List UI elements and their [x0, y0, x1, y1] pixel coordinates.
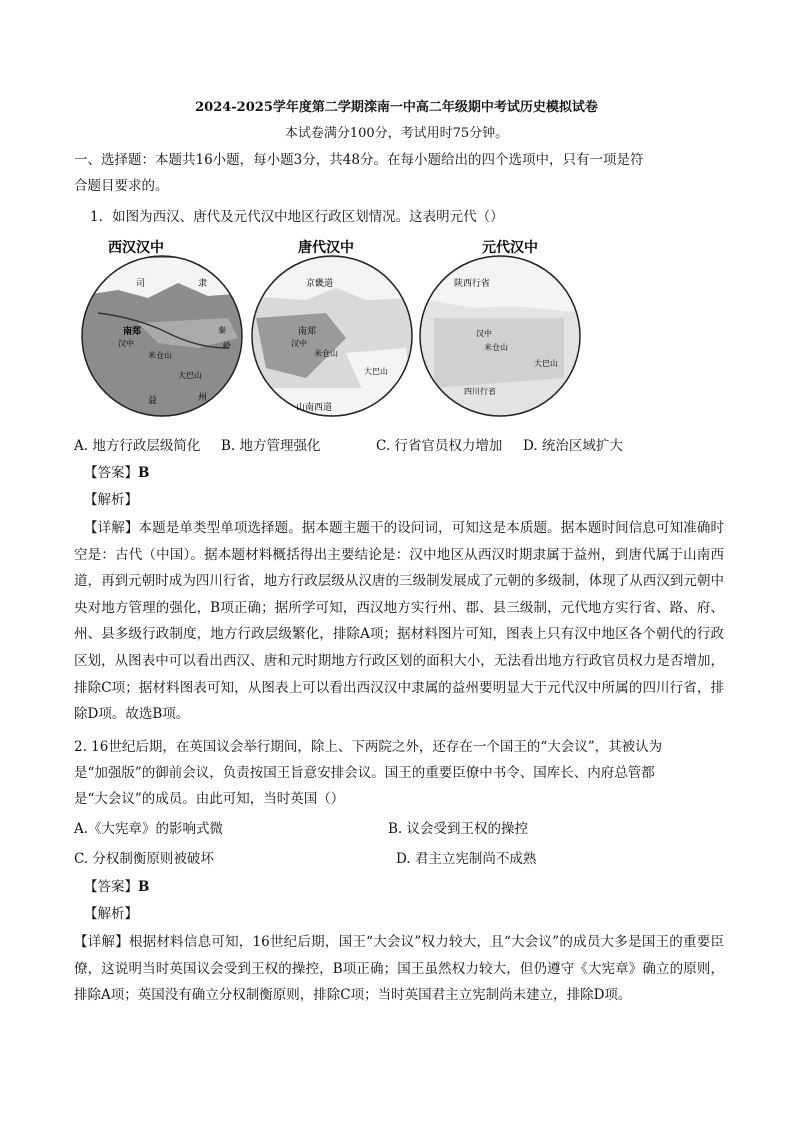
svg-text:米仓山: 米仓山 [314, 349, 338, 358]
q1-option-a[interactable]: A. 地方行政层级简化 [74, 438, 201, 454]
q1-answer: 【答案】B [84, 465, 150, 481]
q2-option-c[interactable]: C. 分权制衡原则被破坏 [74, 851, 214, 867]
q2-option-b[interactable]: B. 议会受到王权的操控 [388, 821, 529, 837]
q1-stem: 1．如图为西汉、唐代及元代汉中地区行政区划情况。这表明元代（） [90, 209, 504, 225]
q1-option-d[interactable]: D. 统治区域扩大 [523, 438, 623, 454]
map-title-3: 元代汉中 [482, 240, 538, 256]
q1-detail: 【详解】本题是单类型单项选择题。据本题主题干的设问词，可知这是本质题。据本题时间信息可知准确时空是：古代（中国）。据本题材料概括得出主要结论是：汉中地区从西汉时期隶属于益州，到唐代属于山南西道，再到元朝时成为四川行省，地方行政层级从汉唐的三级制发展成了元朝的多级制，体现了从西汉到元朝中央对地方管理的强化，B项正确；据所学可知，西汉地方实行州、郡、县三级制，元代地方实行省、路、府、州、县多级行政制度，地方行政层级繁化，排除A项；据材料图片可知，图表上只有汉中地区各个朝代的行政区划，从图表中可以看出西汉、唐和元时期地方行政区划的面积大小，无法看出地方行政官员权力是否增加，排除C项；据材料图表可知，从图表上可以看出西汉汉中隶属的益州要明显大于元代汉中所属的四川行省，排除D项。故选B项。 [74, 520, 725, 723]
svg-text:汉中: 汉中 [118, 339, 134, 348]
q2-answer: 【答案】B [84, 879, 150, 895]
svg-text:米仓山: 米仓山 [484, 343, 508, 352]
q2-stem-3: 是“大会议”的成员。由此可知，当时英国（） [74, 791, 345, 807]
svg-text:汉中: 汉中 [476, 329, 492, 338]
svg-text:京畿道: 京畿道 [306, 279, 334, 289]
q2-stem-2: 是“加强版”的御前会议，负责按国王旨意安排会议。国王的重要臣僚中书令、国库长、内府总管都 [74, 765, 655, 781]
svg-text:隶: 隶 [198, 279, 208, 289]
q2-stem-1: 2. 16世纪后期，在英国议会举行期间，除上、下两院之外，还存在一个国王的“大会议”，其被认为 [74, 739, 663, 755]
section-instructions: 一、选择题：本题共16小题，每小题3分，共48分。在每小题给出的四个选项中，只有一项是符 [74, 152, 644, 168]
q2-detail: 【详解】根据材料信息可知，16世纪后期，国王“大会议”权力较大，且“大会议”的成员大多是国王的重要臣僚，这说明当时英国议会受到王权的操控，B项正确；国王虽然权力较大，但仍遵守《大宪章》确立的原则，排除A项；英国没有确立分权制衡原则，排除C项；当时英国君主立宪制尚未建立，排除D项。 [74, 934, 724, 1004]
svg-text:汉中: 汉中 [291, 339, 307, 348]
svg-text:岭: 岭 [223, 341, 231, 350]
q1-option-b[interactable]: B. 地方管理强化 [221, 438, 321, 454]
svg-text:四川行省: 四川行省 [464, 387, 496, 396]
svg-text:大巴山: 大巴山 [364, 367, 388, 376]
svg-text:大巴山: 大巴山 [534, 359, 558, 368]
section-instructions-cont: 合题目要求的。 [74, 178, 169, 194]
svg-text:南郑: 南郑 [298, 327, 317, 337]
svg-text:大巴山: 大巴山 [178, 371, 202, 380]
svg-text:州: 州 [198, 393, 208, 403]
q1-analysis-label: 【解析】 [84, 492, 138, 508]
q1-map-figure [78, 238, 578, 418]
q2-option-a[interactable]: A.《大宪章》的影响式微 [74, 821, 224, 837]
svg-text:山南西道: 山南西道 [296, 403, 333, 413]
svg-text:司: 司 [136, 279, 146, 289]
svg-text:南郑: 南郑 [123, 327, 142, 337]
svg-text:陕西行省: 陕西行省 [454, 279, 491, 289]
map-yuan [414, 238, 584, 418]
page-title: 2024-2025学年度第二学期滦南一中高二年级期中考试历史模拟试卷 [195, 100, 598, 115]
svg-text:秦: 秦 [218, 326, 226, 335]
q2-analysis-label: 【解析】 [84, 906, 138, 922]
svg-text:益: 益 [148, 396, 158, 406]
map-title-2: 唐代汉中 [298, 240, 354, 256]
map-title-1: 西汉汉中 [108, 240, 164, 256]
q2-option-d[interactable]: D. 君主立宪制尚不成熟 [396, 851, 537, 867]
exam-info: 本试卷满分100分，考试用时75分钟。 [284, 126, 509, 141]
q1-option-c[interactable]: C. 行省官员权力增加 [376, 438, 503, 454]
svg-text:米仓山: 米仓山 [148, 351, 172, 360]
map-tang [246, 238, 416, 418]
map-western-han [78, 238, 248, 418]
